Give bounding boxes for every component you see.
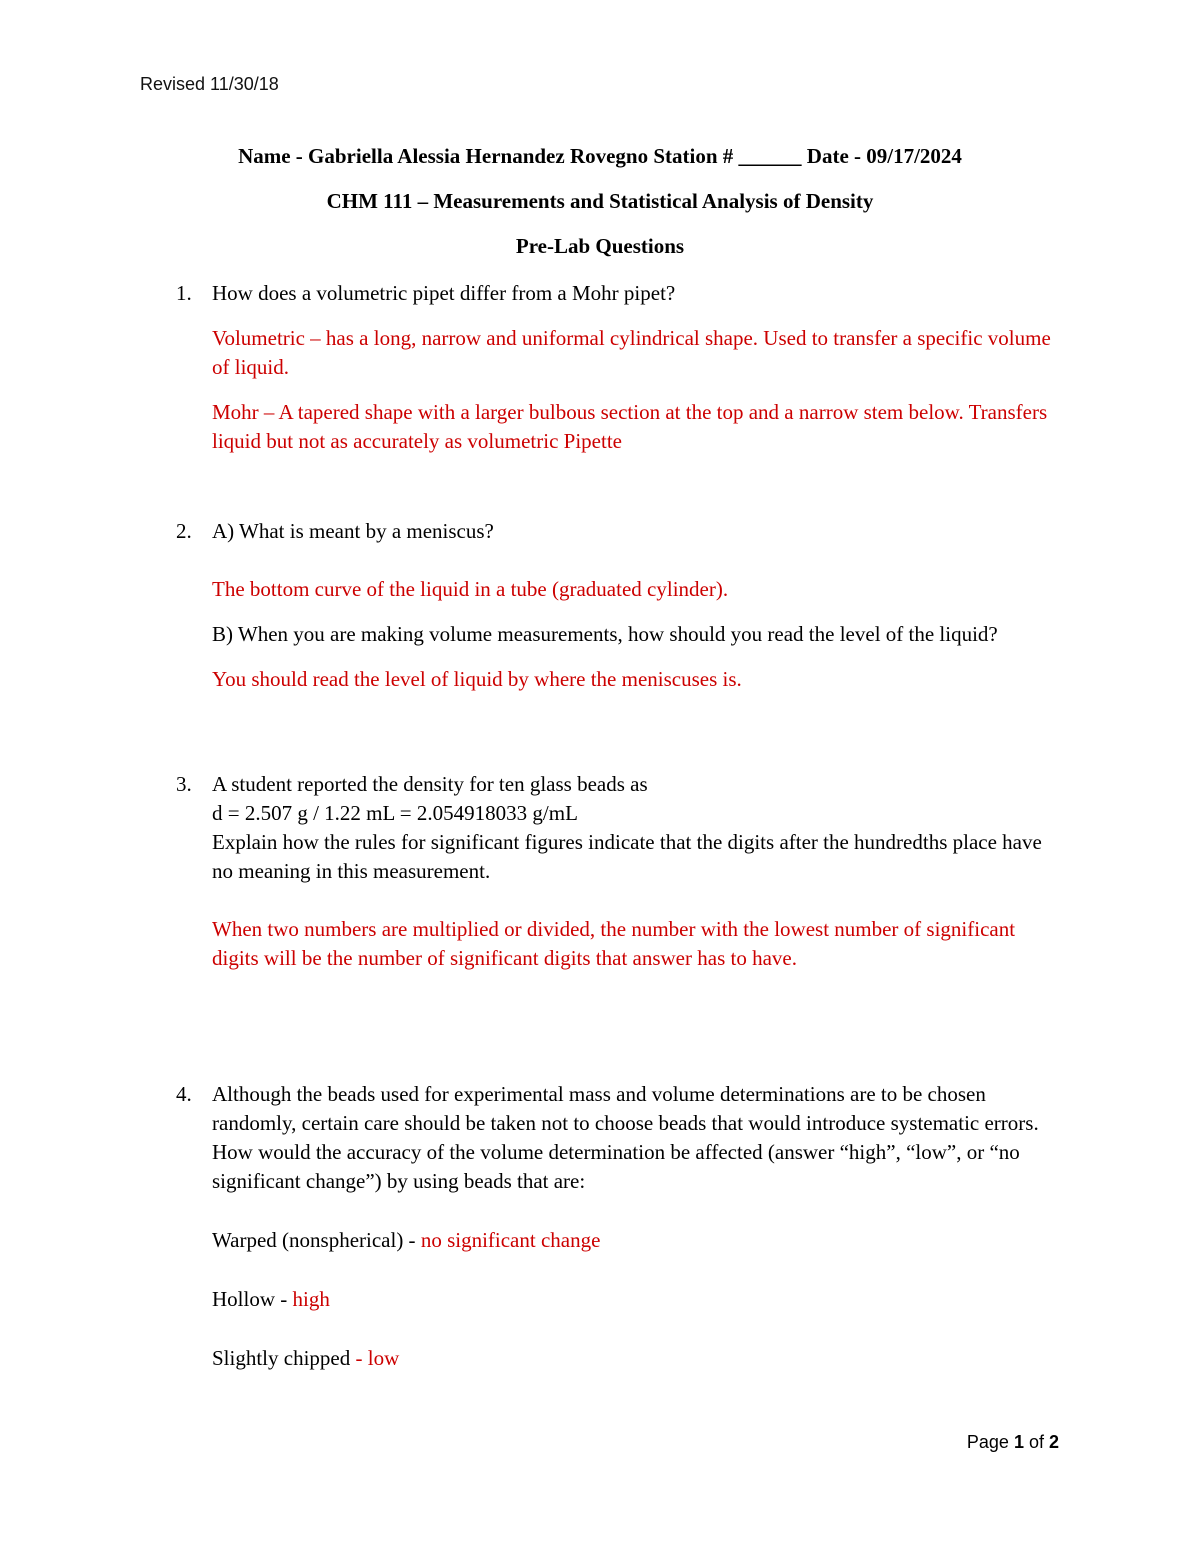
total-pages: 2 (1048, 1432, 1059, 1452)
question-prompt-a: A) What is meant by a meniscus? (212, 519, 494, 543)
of-word: of (1023, 1432, 1049, 1452)
question-4 (176, 1080, 1056, 1373)
revised-date: Revised 11/30/18 (140, 74, 279, 94)
question-3 (176, 770, 1056, 973)
question-prompt: How does a volumetric pipet differ from a Mohr pipet? (212, 281, 676, 305)
page-number (967, 1432, 1059, 1453)
list-item (212, 1226, 1056, 1255)
current-page: 1 (1013, 1432, 1024, 1452)
question-number: 4. (176, 1082, 192, 1106)
question-prompt-line: A student reported the density for ten glass beads as (212, 772, 648, 796)
item-answer: high (292, 1287, 330, 1311)
question-number: 1. (176, 281, 192, 305)
question-prompt: Although the beads used for experimental mass and volume determinations are to be chosen randomly, certain care should be taken not to choose beads that would introduce systematic errors. How would the accuracy of the volume determination be affected (answer “high”, “low”, or “no significant change”) by using beads that are: (212, 1082, 1039, 1193)
answer-sig-figs: When two numbers are multiplied or divided, the number with the lowest number of significant digits will be the number of significant digits that answer has to have. (212, 917, 1016, 970)
answer-mohr: Mohr – A tapered shape with a larger bulbous section at the top and a narrow stem below. Transfers liquid but not as accurately as volumetric Pipette (212, 400, 1048, 453)
name-line: Name - Gabriella Alessia Hernandez Rovegno Station # ______ Date - 09/17/2024 (238, 144, 962, 168)
item-answer: no significant change (420, 1228, 601, 1252)
answer-a: The bottom curve of the liquid in a tube (graduated cylinder). (212, 577, 729, 601)
question-1 (176, 279, 1056, 456)
list-item (212, 1344, 1056, 1373)
question-2 (176, 517, 1056, 694)
course-title: CHM 111 – Measurements and Statistical Analysis of Density (326, 189, 874, 213)
item-label: Warped (nonspherical) - (212, 1228, 421, 1252)
question-number: 3. (176, 772, 192, 796)
item-answer: - low (355, 1346, 400, 1370)
page-word: Page (966, 1432, 1014, 1452)
list-item (212, 1285, 1056, 1314)
answer-volumetric: Volumetric – has a long, narrow and uniformal cylindrical shape. Used to transfer a specific volume of liquid. (212, 326, 1051, 379)
density-equation: d = 2.507 g / 1.22 mL = 2.054918033 g/mL (212, 801, 578, 825)
question-prompt-line: Explain how the rules for significant figures indicate that the digits after the hundredths place have no meaning in this measurement. (212, 830, 1042, 883)
section-title: Pre-Lab Questions (515, 234, 685, 258)
answer-b: You should read the level of liquid by where the meniscuses is. (212, 667, 742, 691)
question-prompt-b: B) When you are making volume measurements, how should you read the level of the liquid? (212, 622, 998, 646)
item-label: Hollow - (212, 1287, 293, 1311)
question-number: 2. (176, 519, 192, 543)
item-label: Slightly chipped (212, 1346, 356, 1370)
